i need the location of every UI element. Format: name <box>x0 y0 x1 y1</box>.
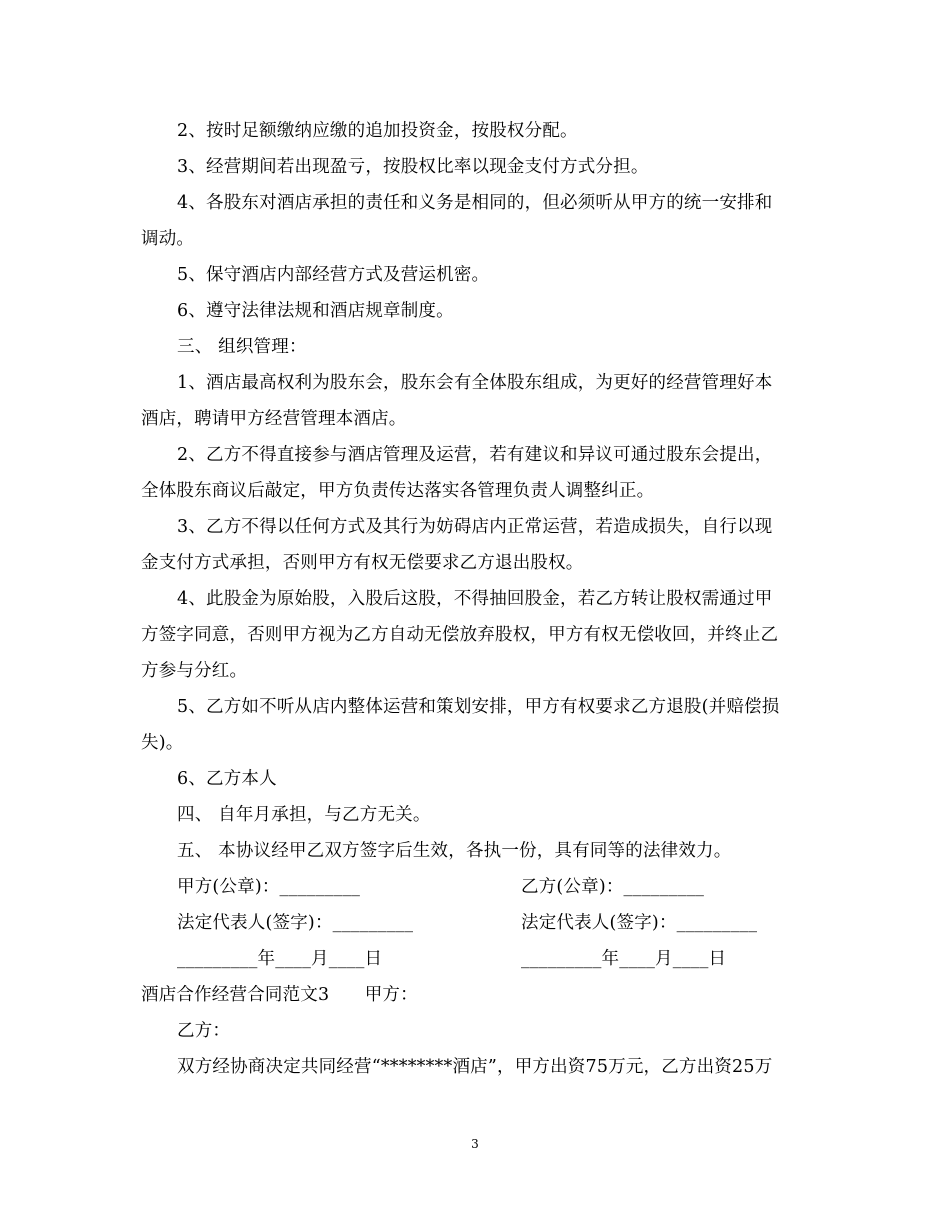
paragraph-line: 酒店，聘请甲方经营管理本酒店。 <box>141 409 407 429</box>
section-heading: 四、 自年月承担，与乙方无关。 <box>177 805 431 825</box>
paragraph-line: 全体股东商议后敲定，甲方负责传达落实各管理负责人调整纠正。 <box>141 481 655 501</box>
paragraph-line: 3、乙方不得以任何方式及其行为妨碍店内正常运营，若造成损失，自行以现 <box>177 517 773 537</box>
section-heading: 五、 本协议经甲乙双方签字后生效，各执一份，具有同等的法律效力。 <box>177 841 732 861</box>
party-b-representative-field: 法定代表人(签字)：_________ <box>521 913 758 933</box>
paragraph-line: 1、酒店最高权利为股东会，股东会有全体股东组成，为更好的经营管理好本 <box>177 373 773 393</box>
paragraph-line: 6、遵守法律法规和酒店规章制度。 <box>177 301 454 321</box>
section-heading: 三、 组织管理： <box>177 337 307 357</box>
party-b-seal-field: 乙方(公章)：_________ <box>521 877 705 897</box>
paragraph-line: 4、此股金为原始股，入股后这股，不得抽回股金，若乙方转让股权需通过甲 <box>177 589 773 609</box>
party-a-seal-field: 甲方(公章)：_________ <box>177 877 361 897</box>
paragraph-line: 4、各股东对酒店承担的责任和义务是相同的，但必须听从甲方的统一安排和 <box>177 193 773 213</box>
paragraph-line: 金支付方式承担，否则甲方有权无偿要求乙方退出股权。 <box>141 553 584 573</box>
paragraph-line: 2、乙方不得直接参与酒店管理及运营，若有建议和异议可通过股东会提出， <box>177 445 773 465</box>
party-a-representative-field: 法定代表人(签字)：_________ <box>177 913 414 933</box>
party-b-date-field: _________年____月____日 <box>521 949 727 969</box>
paragraph-line: 方参与分红。 <box>141 661 248 681</box>
paragraph-line: 5、保守酒店内部经营方式及营运机密。 <box>177 265 490 285</box>
page-number: 3 <box>471 1137 479 1151</box>
contract-title-line: 酒店合作经营合同范文3 甲方： <box>141 985 418 1005</box>
paragraph-line: 6、乙方本人 <box>177 769 277 789</box>
paragraph-line: 3、经营期间若出现盈亏，按股权比率以现金支付方式分担。 <box>177 157 649 177</box>
paragraph-line: 失)。 <box>141 733 184 753</box>
party-a-date-field: _________年____月____日 <box>177 949 383 969</box>
paragraph-line: 调动。 <box>141 229 195 249</box>
paragraph-line: 双方经协商决定共同经营“********酒店”，甲方出资75万元，乙方出资25万 <box>177 1057 773 1077</box>
paragraph-line: 2、按时足额缴纳应缴的追加投资金，按股权分配。 <box>177 121 578 141</box>
paragraph-line: 5、乙方如不听从店内整体运营和策划安排，甲方有权要求乙方退股(并赔偿损 <box>177 697 780 717</box>
party-b-line: 乙方： <box>177 1021 231 1041</box>
paragraph-line: 方签字同意，否则甲方视为乙方自动无偿放弃股权，甲方有权无偿收回，并终止乙 <box>141 625 779 645</box>
